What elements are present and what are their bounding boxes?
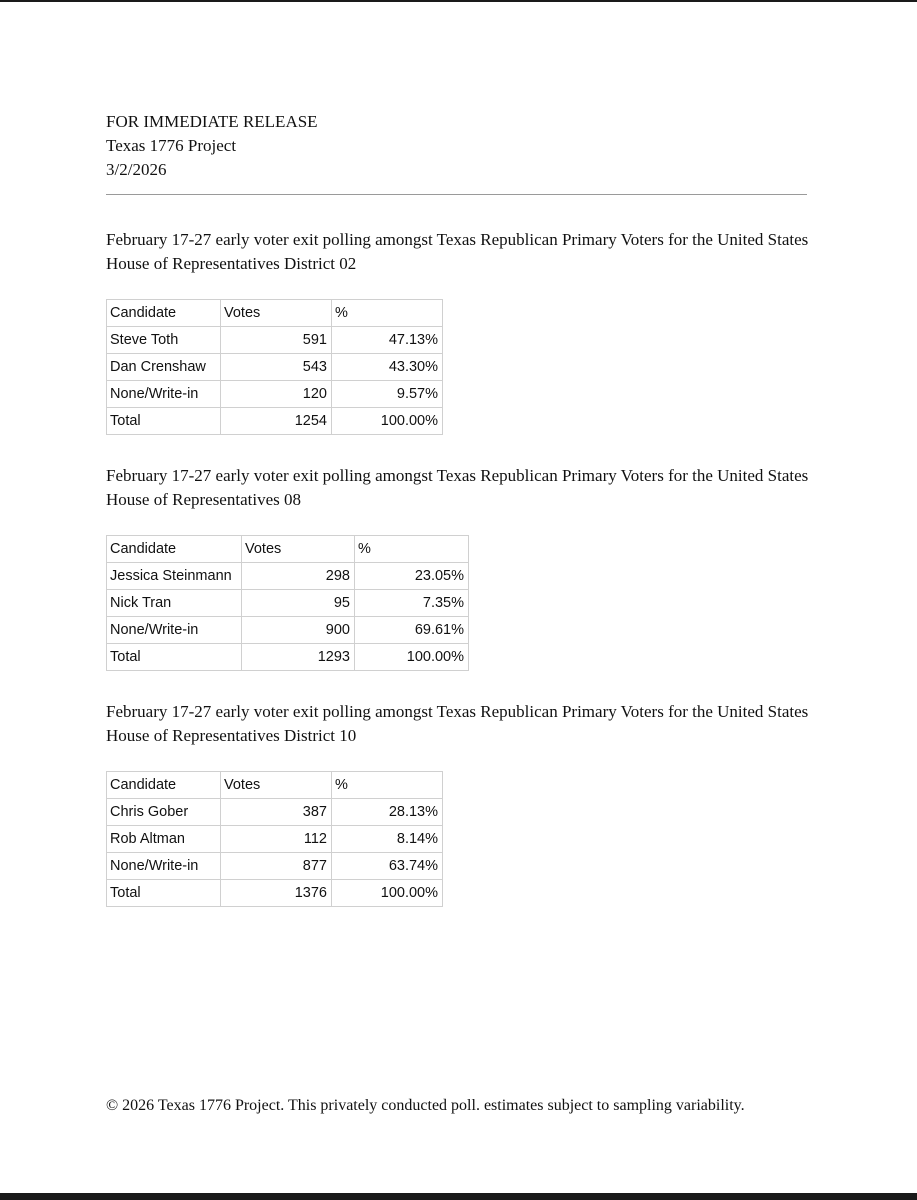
candidate-name: None/Write-in [107, 853, 221, 880]
candidate-name: Rob Altman [107, 826, 221, 853]
vote-count: 120 [221, 381, 332, 408]
candidate-name: Dan Crenshaw [107, 354, 221, 381]
poll-description-district-10: February 17-27 early voter exit polling amongst Texas Republican Primary Voters for the United States House of Representatives District 10 [106, 702, 809, 745]
table-row [107, 563, 469, 590]
vote-count: 900 [242, 617, 355, 644]
total-votes: 1254 [221, 408, 332, 435]
table-header-row [107, 772, 443, 799]
column-header-votes: Votes [221, 772, 332, 799]
header-divider [106, 194, 807, 195]
results-table-district-02 [106, 299, 443, 435]
vote-count: 95 [242, 590, 355, 617]
column-header-candidate: Candidate [107, 536, 242, 563]
table-row [107, 853, 443, 880]
vote-percent: 23.05% [355, 563, 469, 590]
total-percent: 100.00% [355, 644, 469, 671]
table-row [107, 799, 443, 826]
poll-description-district-08: February 17-27 early voter exit polling amongst Texas Republican Primary Voters for the United States House of Representatives 08 [106, 466, 809, 509]
column-header-percent: % [355, 536, 469, 563]
copyright-footer: © 2026 Texas 1776 Project. This privately conducted poll. estimates subject to sampling variability. [106, 1097, 745, 1114]
total-percent: 100.00% [332, 880, 443, 907]
candidate-name: None/Write-in [107, 381, 221, 408]
table-row [107, 354, 443, 381]
vote-count: 387 [221, 799, 332, 826]
column-header-candidate: Candidate [107, 300, 221, 327]
vote-percent: 43.30% [332, 354, 443, 381]
vote-percent: 47.13% [332, 327, 443, 354]
total-votes: 1376 [221, 880, 332, 907]
poll-description-district-02: February 17-27 early voter exit polling amongst Texas Republican Primary Voters for the United States House of Representatives District 02 [106, 230, 809, 273]
candidate-name: Chris Gober [107, 799, 221, 826]
table-total-row [107, 880, 443, 907]
bottom-edge-border [0, 1193, 917, 1200]
column-header-votes: Votes [242, 536, 355, 563]
vote-count: 298 [242, 563, 355, 590]
candidate-name: None/Write-in [107, 617, 242, 644]
release-header [106, 110, 318, 182]
vote-percent: 28.13% [332, 799, 443, 826]
vote-count: 543 [221, 354, 332, 381]
vote-percent: 9.57% [332, 381, 443, 408]
vote-count: 112 [221, 826, 332, 853]
table-row [107, 381, 443, 408]
total-label: Total [107, 880, 221, 907]
total-label: Total [107, 408, 221, 435]
table-total-row [107, 644, 469, 671]
column-header-votes: Votes [221, 300, 332, 327]
organization-name: Texas 1776 Project [106, 136, 237, 155]
vote-count: 591 [221, 327, 332, 354]
total-percent: 100.00% [332, 408, 443, 435]
results-table-district-10 [106, 771, 443, 907]
table-row [107, 590, 469, 617]
vote-percent: 7.35% [355, 590, 469, 617]
total-label: Total [107, 644, 242, 671]
table-total-row [107, 408, 443, 435]
table-row [107, 327, 443, 354]
column-header-percent: % [332, 772, 443, 799]
vote-percent: 8.14% [332, 826, 443, 853]
results-table-district-08 [106, 535, 469, 671]
candidate-name: Steve Toth [107, 327, 221, 354]
vote-count: 877 [221, 853, 332, 880]
table-row [107, 617, 469, 644]
column-header-percent: % [332, 300, 443, 327]
top-edge-border [0, 0, 917, 2]
release-label: FOR IMMEDIATE RELEASE [106, 112, 318, 131]
release-date: 3/2/2026 [106, 160, 167, 179]
table-row [107, 826, 443, 853]
candidate-name: Jessica Steinmann [107, 563, 242, 590]
column-header-candidate: Candidate [107, 772, 221, 799]
vote-percent: 69.61% [355, 617, 469, 644]
table-header-row [107, 300, 443, 327]
total-votes: 1293 [242, 644, 355, 671]
vote-percent: 63.74% [332, 853, 443, 880]
table-header-row [107, 536, 469, 563]
candidate-name: Nick Tran [107, 590, 242, 617]
